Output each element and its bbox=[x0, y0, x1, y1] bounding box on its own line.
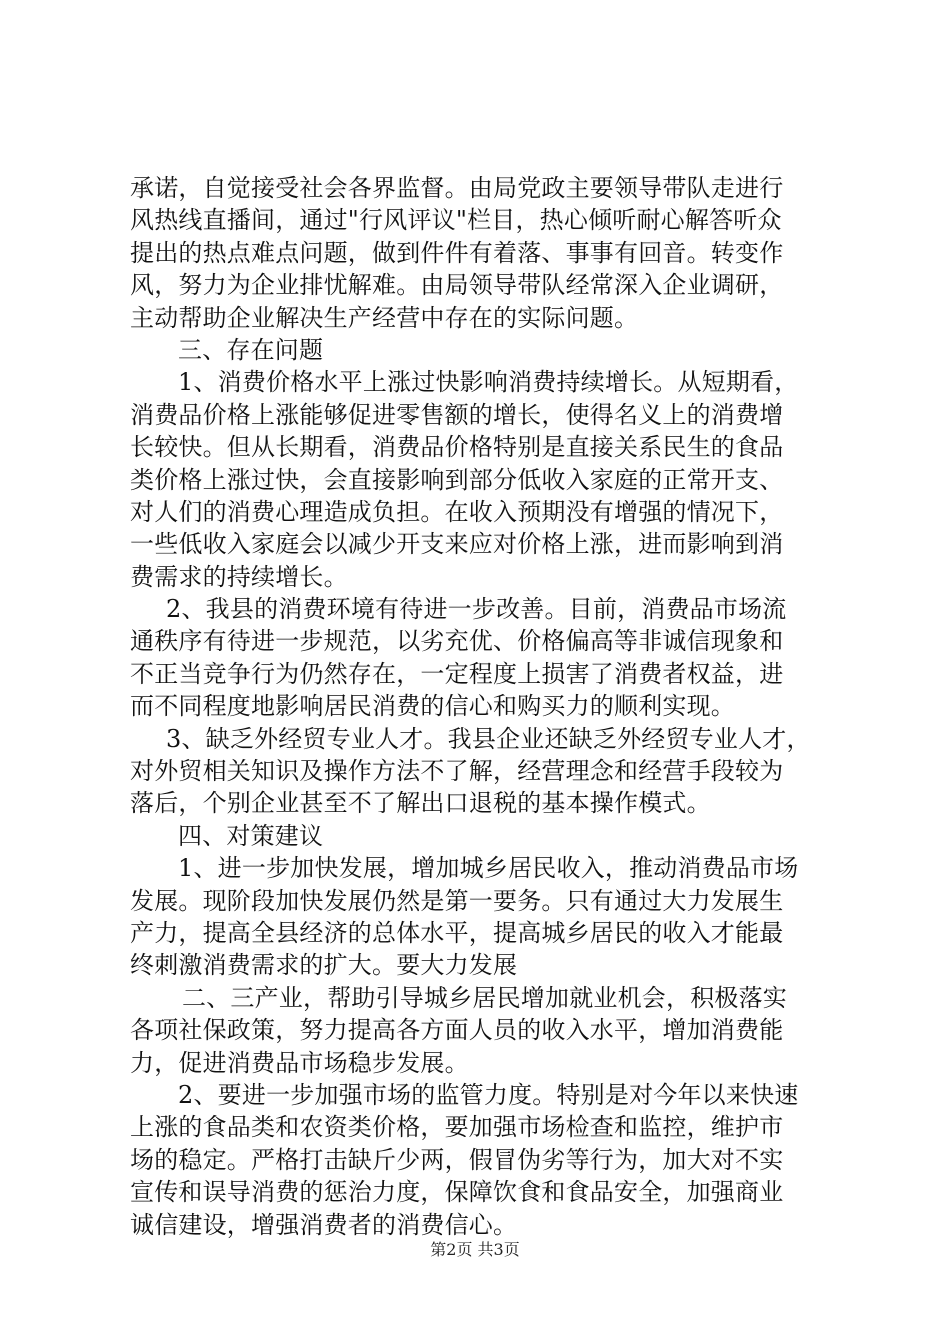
text-line: 终刺激消费需求的扩大。要大力发展 bbox=[130, 951, 518, 980]
text-line: 类价格上涨过快，会直接影响到部分低收入家庭的正常开支、 bbox=[130, 465, 784, 494]
document-body bbox=[130, 172, 830, 1241]
text-line: 力，促进消费品市场稳步发展。 bbox=[130, 1048, 469, 1077]
text-line: 上涨的食品类和农资类价格，要加强市场检查和监控，维护市 bbox=[130, 1113, 784, 1142]
page-number: 第2页 共3页 bbox=[430, 1240, 520, 1259]
text-line: 通秩序有待进一步规范，以劣充优、价格偏高等非诚信现象和 bbox=[130, 627, 784, 656]
section-heading-suggestions: 四、对策建议 bbox=[178, 821, 324, 850]
text-line: 2、我县的消费环境有待进一步改善。目前，消费品市场流 bbox=[166, 595, 787, 624]
text-line: 对外贸相关知识及操作方法不了解，经营理念和经营手段较为 bbox=[130, 757, 784, 786]
text-line: 诚信建设，增强消费者的消费信心。 bbox=[130, 1210, 518, 1239]
text-line: 费需求的持续增长。 bbox=[130, 562, 348, 591]
text-line: 落后，个别企业甚至不了解出口退税的基本操作模式。 bbox=[130, 789, 711, 818]
text-line: 二、三产业，帮助引导城乡居民增加就业机会，积极落实 bbox=[182, 983, 787, 1012]
text-line: 主动帮助企业解决生产经营中存在的实际问题。 bbox=[130, 303, 639, 332]
text-line: 3、缺乏外经贸专业人才。我县企业还缺乏外经贸专业人才， bbox=[166, 724, 811, 753]
text-line: 而不同程度地影响居民消费的信心和购买力的顺利实现。 bbox=[130, 692, 735, 721]
text-line: 场的稳定。严格打击缺斤少两，假冒伪劣等行为，加大对不实 bbox=[130, 1145, 784, 1174]
text-line: 2、要进一步加强市场的监管力度。特别是对今年以来快速 bbox=[178, 1080, 799, 1109]
text-line: 不正当竞争行为仍然存在，一定程度上损害了消费者权益，进 bbox=[130, 659, 784, 688]
text-line: 对人们的消费心理造成负担。在收入预期没有增强的情况下， bbox=[130, 497, 784, 526]
text-line: 1、消费价格水平上涨过快影响消费持续增长。从短期看， bbox=[178, 368, 799, 397]
section-heading-problems: 三、存在问题 bbox=[178, 335, 324, 364]
text-line: 宣传和误导消费的惩治力度，保障饮食和食品安全，加强商业 bbox=[130, 1178, 784, 1207]
page-footer bbox=[0, 1240, 950, 1260]
text-line: 发展。现阶段加快发展仍然是第一要务。只有通过大力发展生 bbox=[130, 886, 784, 915]
text-line: 风，努力为企业排忧解难。由局领导带队经常深入企业调研， bbox=[130, 271, 784, 300]
text-line: 1、进一步加快发展，增加城乡居民收入，推动消费品市场 bbox=[178, 854, 799, 883]
text-line: 承诺，自觉接受社会各界监督。由局党政主要领导带队走进行 bbox=[130, 174, 784, 202]
text-line: 一些低收入家庭会以减少开支来应对价格上涨，进而影响到消 bbox=[130, 530, 784, 559]
text-line: 消费品价格上涨能够促进零售额的增长，使得名义上的消费增 bbox=[130, 400, 784, 429]
text-line: 产力，提高全县经济的总体水平，提高城乡居民的收入才能最 bbox=[130, 918, 784, 947]
text-line: 提出的热点难点问题，做到件件有着落、事事有回音。转变作 bbox=[130, 238, 784, 267]
text-line: 各项社保政策，努力提高各方面人员的收入水平，增加消费能 bbox=[130, 1016, 784, 1045]
text-line: 长较快。但从长期看，消费品价格特别是直接关系民生的食品 bbox=[130, 433, 784, 462]
text-line: 风热线直播间，通过"行风评议"栏目，热心倾听耐心解答听众 bbox=[130, 206, 782, 235]
